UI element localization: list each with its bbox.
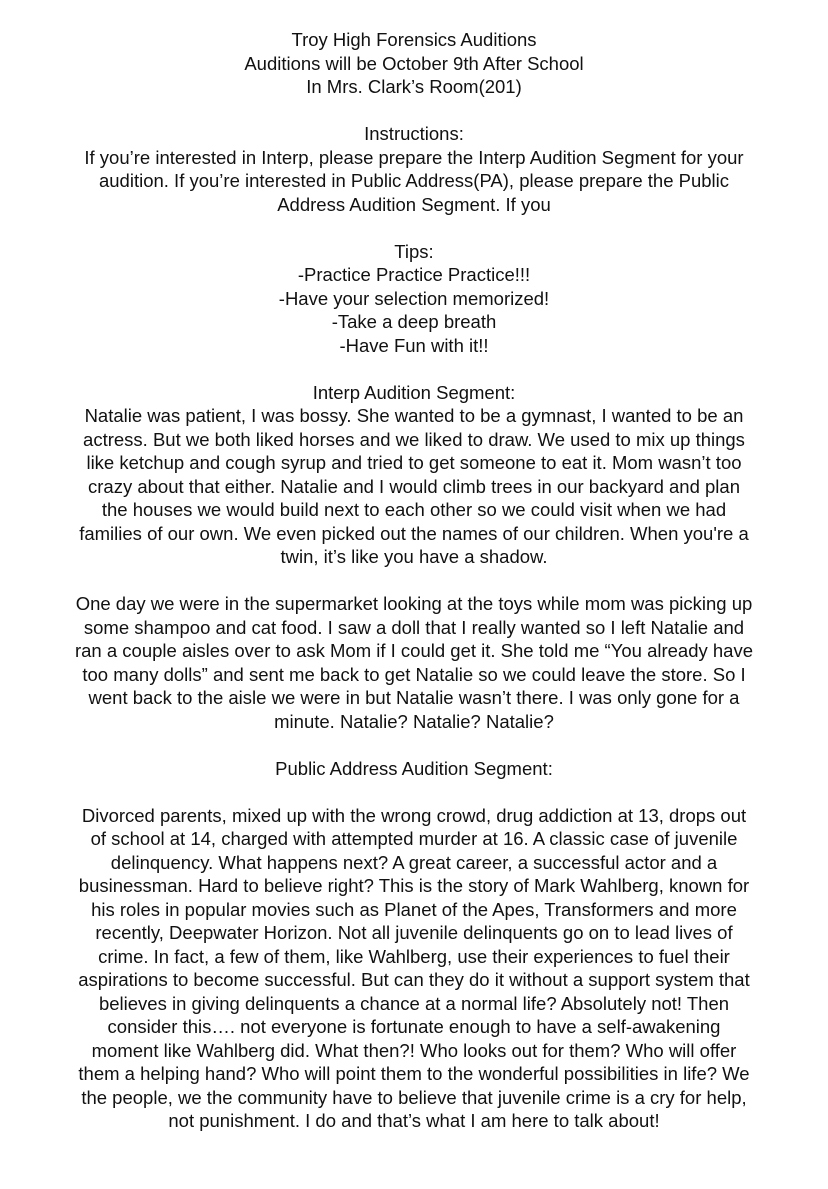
public-address-section	[30, 804, 798, 1133]
public-address-line: his roles in popular movies such as Planet of the Apes, Transformers and more	[91, 898, 737, 920]
spacer	[30, 780, 798, 804]
interp-paragraph-2-line: some shampoo and cat food. I saw a doll that I really wanted so I left Natalie and	[83, 616, 745, 638]
instructions-section	[30, 122, 798, 216]
public-address-line: businessman. Hard to believe right? This is the story of Mark Wahlberg, known for	[78, 875, 750, 896]
interp-paragraph-1-line: actress. But we both liked horses and we liked to draw. We used to mix up things	[83, 428, 745, 450]
interp-paragraph-2-line: too many dolls” and sent me back to get Natalie so we could leave the store. So I	[82, 663, 746, 685]
tip-item: -Take a deep breath	[331, 311, 497, 332]
interp-paragraph-2-line: ran a couple aisles over to ask Mom if I could get it. She told me “You already have	[74, 640, 753, 661]
spacer	[30, 216, 798, 240]
public-address-line: them a helping hand? Who will point them to the wonderful possibilities in life? We	[78, 1063, 750, 1084]
instructions-heading: Instructions:	[364, 123, 464, 144]
public-address-line: recently, Deepwater Horizon. Not all juvenile delinquents go on to lead lives of	[95, 922, 733, 943]
interp-paragraph-1-line: Natalie was patient, I was bossy. She wanted to be a gymnast, I wanted to be an	[84, 405, 744, 426]
interp-paragraph-2	[30, 592, 798, 733]
public-address-line: believes in giving delinquents a chance at a normal life? Absolutely not! Then	[98, 992, 730, 1014]
public-address-line: crime. In fact, a few of them, like Wahlberg, use their experiences to fuel their	[98, 945, 730, 967]
tip-item: -Practice Practice Practice!!!	[297, 264, 531, 285]
public-address-line: Divorced parents, mixed up with the wrong crowd, drug addiction at 13, drops out	[81, 804, 747, 826]
interp-paragraph-1-line: the houses we would build next to each other so we could visit when we had	[101, 499, 727, 520]
instructions-line: Address Audition Segment. If you	[277, 193, 551, 215]
interp-paragraph-1-line: crazy about that either. Natalie and I would climb trees in our backyard and plan	[88, 475, 740, 497]
public-address-line: delinquency. What happens next? A great career, a successful actor and a	[110, 851, 718, 873]
spacer	[30, 569, 798, 593]
instructions-line: audition. If you’re interested in Public Address(PA), please prepare the Public	[98, 170, 730, 191]
public-address-line: not punishment. I do and that’s what I am here to talk about!	[168, 1110, 660, 1131]
spacer	[30, 357, 798, 381]
tip-item: -Have Fun with it!!	[339, 334, 489, 356]
public-address-line: consider this…. not everyone is fortunate enough to have a self-awakening	[107, 1016, 721, 1037]
public-address-line: the people, we the community have to believe that juvenile crime is a cry for help,	[81, 1086, 747, 1108]
interp-paragraph-2-line: went back to the aisle we were in but Natalie wasn’t there. I was only gone for a	[88, 687, 740, 708]
tip-item: -Have your selection memorized!	[278, 287, 550, 309]
spacer	[30, 733, 798, 757]
public-address-line: aspirations to become successful. But can they do it without a support system that	[78, 969, 750, 990]
interp-paragraph-1-line: like ketchup and cough syrup and tried to get someone to eat it. Mom wasn’t too	[86, 452, 742, 473]
header	[30, 28, 798, 99]
interp-paragraph-2-line: One day we were in the supermarket looking at the toys while mom was picking up	[75, 593, 753, 614]
interp-paragraph-2-line: minute. Natalie? Natalie? Natalie?	[274, 710, 554, 732]
interp-section	[30, 381, 798, 569]
public-address-heading-block	[30, 757, 798, 781]
tips-heading: Tips:	[394, 240, 434, 262]
instructions-line: If you’re interested in Interp, please prepare the Interp Audition Segment for your	[84, 146, 744, 168]
interp-paragraph-1-line: families of our own. We even picked out the names of our children. When you're a	[79, 522, 749, 544]
interp-paragraph-1-line: twin, it’s like you have a shadow.	[280, 546, 548, 567]
spacer	[30, 99, 798, 123]
public-address-heading: Public Address Audition Segment:	[275, 757, 553, 779]
interp-heading: Interp Audition Segment:	[312, 381, 516, 403]
tips-section	[30, 240, 798, 358]
public-address-line: moment like Wahlberg did. What then?! Who looks out for them? Who will offer	[91, 1039, 737, 1061]
audition-room: In Mrs. Clark’s Room(201)	[306, 76, 522, 97]
public-address-line: of school at 14, charged with attempted murder at 16. A classic case of juvenile	[90, 828, 738, 849]
audition-date: Auditions will be October 9th After School	[244, 52, 584, 74]
document-title: Troy High Forensics Auditions	[291, 29, 537, 50]
